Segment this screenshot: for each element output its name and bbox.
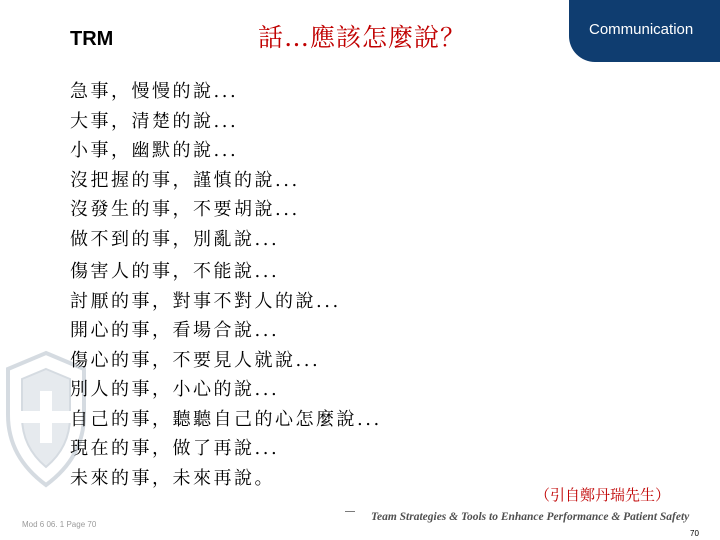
guideline-line: 討厭的事，對事不對人的說... xyxy=(70,290,341,312)
guideline-line: 傷心的事，不要見人就說... xyxy=(70,349,321,371)
guideline-line: 大事，清楚的說... xyxy=(70,110,239,132)
guideline-line: 沒發生的事，不要胡說... xyxy=(70,199,300,220)
footer-divider xyxy=(345,511,355,512)
guideline-line: 自己的事，聽聽自己的心怎麼說... xyxy=(70,408,382,430)
guideline-line: 別人的事，小心的說... xyxy=(70,379,280,400)
guideline-line: 小事，幽默的說... xyxy=(70,140,239,161)
guideline-line: 傷害人的事，不能說... xyxy=(70,261,280,282)
guideline-line: 現在的事，做了再說... xyxy=(70,438,280,459)
page-number: 70 xyxy=(690,529,699,538)
guideline-line: 開心的事，看場合說... xyxy=(70,320,280,341)
guideline-line: 沒把握的事，謹慎的說... xyxy=(70,169,300,191)
section-badge-label: Communication xyxy=(589,21,694,38)
guideline-group-2 xyxy=(70,257,382,493)
page-title: 話…應該怎麼說？ xyxy=(258,23,467,52)
source-credit: （引自鄭丹瑞先生） xyxy=(535,486,671,504)
footer-module-label: Mod 6 06. 1 Page 70 xyxy=(22,520,97,529)
guideline-group-1 xyxy=(70,77,300,254)
brand-label: TRM xyxy=(70,28,114,50)
guideline-line: 急事，慢慢的說... xyxy=(70,81,239,102)
footer-tagline: Team Strategies & Tools to Enhance Performance & Patient Safety xyxy=(371,511,690,523)
guideline-line: 做不到的事，別亂說... xyxy=(70,228,280,250)
guideline-line: 未來的事，未來再說。 xyxy=(70,467,275,489)
section-badge xyxy=(569,0,720,62)
